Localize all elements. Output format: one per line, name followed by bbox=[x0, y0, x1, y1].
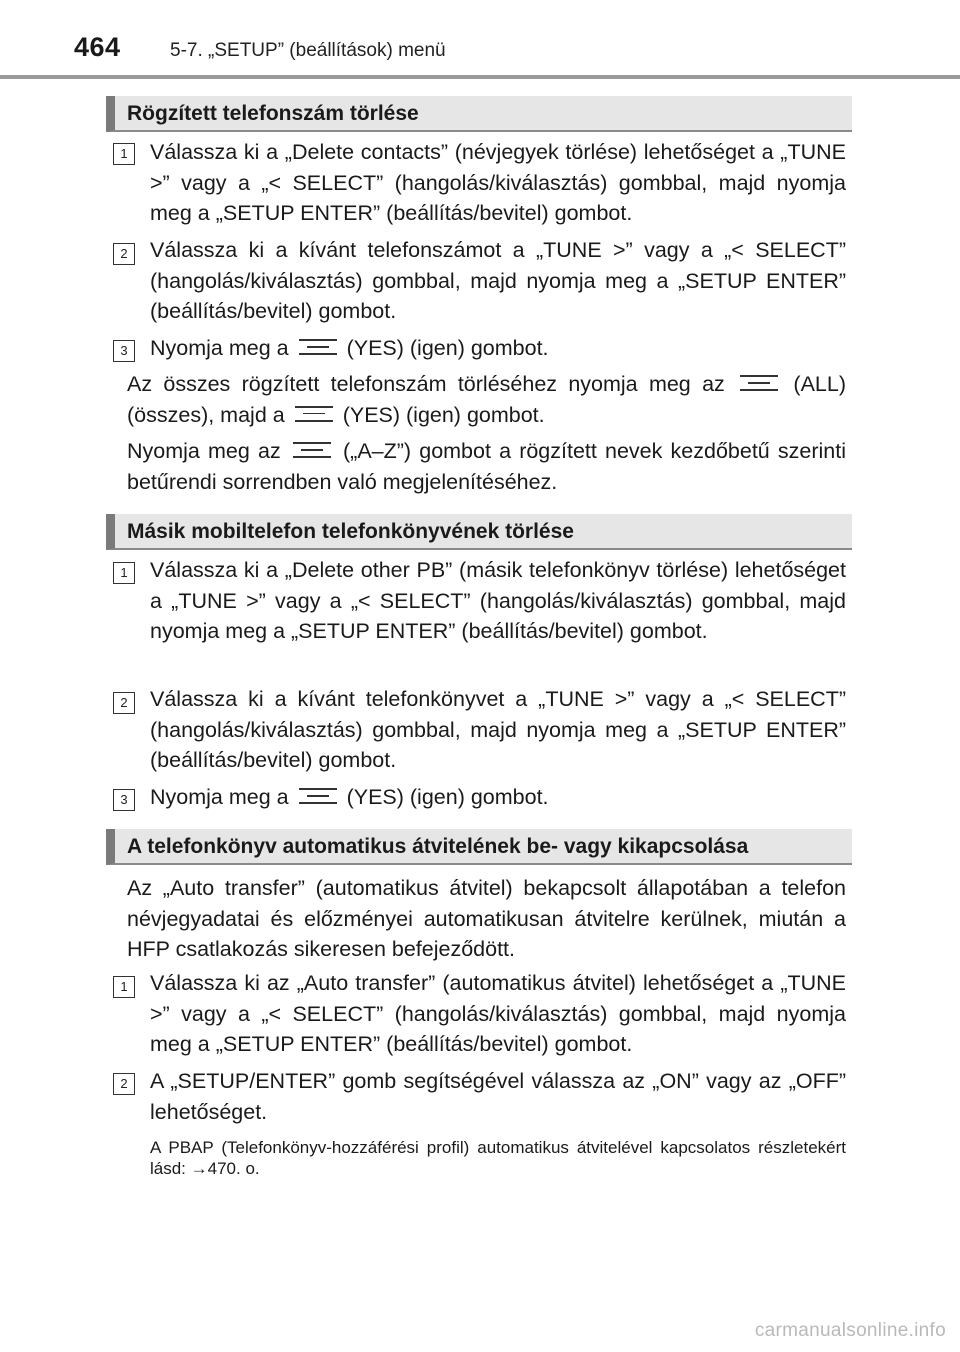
step-text: Válassza ki a „Delete contacts” (névjegyek törlése) lehetőséget a „TUNE >” vagy a „< SELECT” (hangolás/kiválasztás) gombbal, majd nyomja meg a „SETUP ENTER” (beállítás/bevitel) gombot. bbox=[150, 140, 846, 225]
step-text: Nyomja meg a (YES) (igen) gombot. bbox=[150, 785, 549, 809]
page-header bbox=[0, 0, 960, 80]
step-text: A „SETUP/ENTER” gomb segítségével válassza az „ON” vagy az „OFF” lehetőséget. bbox=[150, 1069, 846, 1124]
step-text: Nyomja meg a (YES) (igen) gombot. bbox=[150, 336, 549, 360]
page-footer bbox=[0, 1300, 960, 1352]
section-heading-3 bbox=[106, 829, 852, 865]
page-number: 464 bbox=[74, 32, 121, 62]
step-text: Válassza ki a kívánt telefonkönyvet a „TUNE >” vagy a „< SELECT” (hangolás/kiválasztás) gombbal, majd nyomja meg a „SETUP ENTER” (beállítás/bevitel) gombot. bbox=[150, 687, 846, 772]
step-number-1: 1 bbox=[113, 976, 135, 998]
button-icon bbox=[293, 442, 331, 458]
note-paragraph: Az összes rögzített telefonszám törléséhez nyomja meg az (ALL) (összes), majd a (YES) (igen) gombot. bbox=[127, 372, 846, 427]
button-icon bbox=[299, 788, 337, 804]
step-number-2: 2 bbox=[113, 1073, 135, 1095]
step-number-1: 1 bbox=[113, 143, 135, 165]
step-text: Válassza ki a „Delete other PB” (másik telefonkönyv törlése) lehetőséget a „TUNE >” vagy a „< SELECT” (hangolás/kiválasztás) gombbal, majd nyomja meg a „SETUP ENTER” (beállítás/bevitel) gombot. bbox=[150, 558, 846, 643]
intro-paragraph: Az „Auto transfer” (automatikus átvitel) bekapcsolt állapotában a telefon névjegyadatai és előzményei automatikusan átvitelre kerülnek, miután a HFP csatlakozás sikeresen befejeződött. bbox=[127, 876, 846, 961]
section-heading-1 bbox=[106, 96, 852, 132]
step-number-3: 3 bbox=[113, 340, 135, 362]
section-breadcrumb: 5-7. „SETUP” (beállítások) menü bbox=[170, 40, 446, 61]
reference-note: A PBAP (Telefonkönyv-hozzáférési profil) automatikus átvitelével kapcsolatos részletekért lásd: →470. o. bbox=[150, 1138, 846, 1178]
step-text: Válassza ki a kívánt telefonszámot a „TUNE >” vagy a „< SELECT” (hangolás/kiválasztás) gombbal, majd nyomja meg a „SETUP ENTER” (beállítás/bevitel) gombot. bbox=[150, 238, 846, 323]
header-divider bbox=[0, 75, 960, 79]
section-heading-2 bbox=[106, 514, 852, 550]
button-icon bbox=[295, 406, 333, 422]
watermark: carmanualsonline.info bbox=[754, 1320, 946, 1341]
step-text: Válassza ki az „Auto transfer” (automatikus átvitel) lehetőséget a „TUNE >” vagy a „< SELECT” (hangolás/kiválasztás) gombbal, majd nyomja meg a „SETUP ENTER” (beállítás/bevitel) gombot. bbox=[150, 971, 846, 1056]
section-title: Rögzített telefonszám törlése bbox=[127, 102, 419, 125]
button-icon bbox=[740, 375, 778, 391]
step-number-1: 1 bbox=[113, 562, 135, 584]
note-paragraph: Nyomja meg az („A–Z”) gombot a rögzített nevek kezdőbetű szerinti betűrendi sorrendben való megjelenítéséhez. bbox=[127, 439, 846, 494]
step-number-3: 3 bbox=[113, 789, 135, 811]
section-title: A telefonkönyv automatikus átvitelének be- vagy kikapcsolása bbox=[127, 835, 749, 858]
button-icon bbox=[299, 339, 337, 355]
section-title: Másik mobiltelefon telefonkönyvének törlése bbox=[127, 520, 574, 543]
step-number-2: 2 bbox=[113, 243, 135, 265]
step-number-2: 2 bbox=[113, 692, 135, 714]
